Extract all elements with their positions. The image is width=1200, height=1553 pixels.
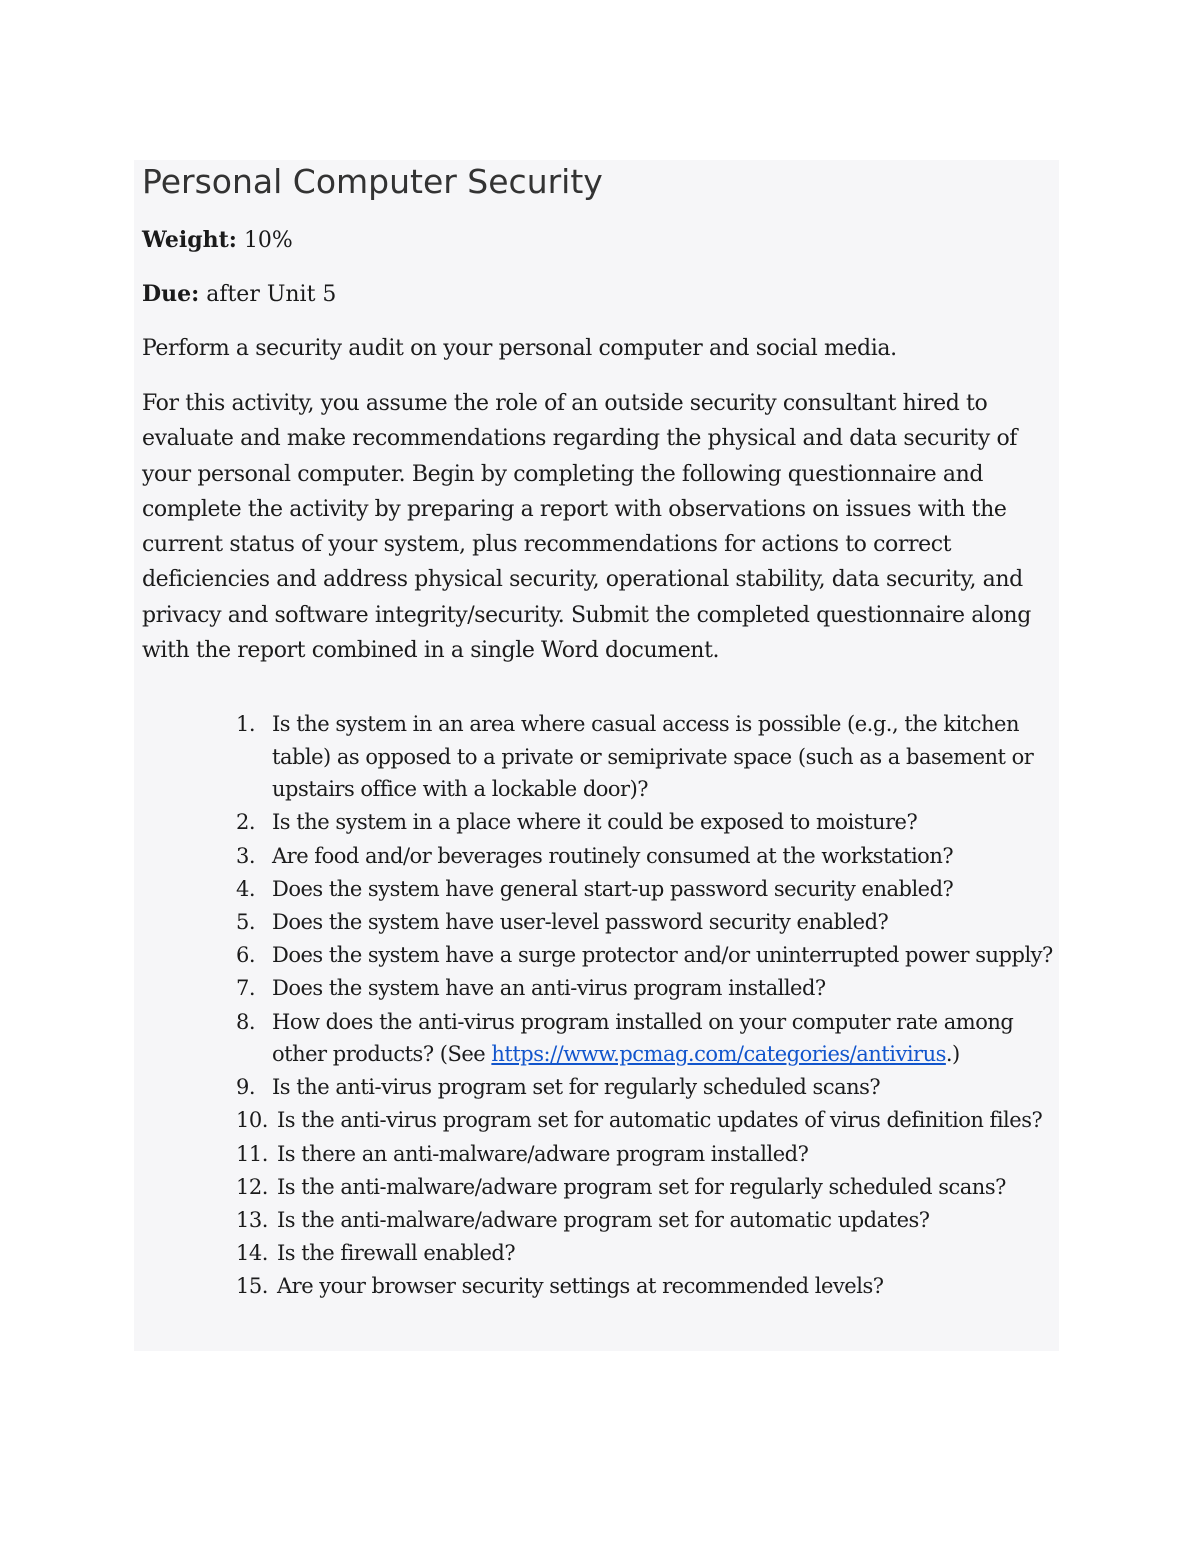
question-text-before: How does the anti-virus program installed on your computer rate among other products? (See <box>272 1009 1014 1067</box>
question-text: Is the system in a place where it could be exposed to moisture? <box>272 810 918 835</box>
description-paragraph: For this activity, you assume the role of an outside security consultant hired to evaluate and make recommendations regarding the physical and data security of your personal computer. Begin by completing the following questionnaire and complete the activity by preparing a report with observations on issues with the current status of your system, plus recommendations for actions to correct deficiencies and address physical security, operational stability, data security, and privacy and software integrity/security. Submit the completed questionnaire along with the report combined in a single Word document. <box>142 391 1031 664</box>
question-number: 3. <box>236 843 256 868</box>
question-text: Is the anti-virus program set for regularly scheduled scans? <box>272 1075 881 1100</box>
question-item <box>236 840 1066 873</box>
question-item <box>236 806 1066 839</box>
question-text: Does the system have an anti-virus program installed? <box>272 976 826 1001</box>
question-text: Is the firewall enabled? <box>277 1241 516 1266</box>
question-number: 9. <box>236 1075 256 1100</box>
question-number: 1. <box>236 712 256 736</box>
question-number: 2. <box>236 810 256 835</box>
question-text: Is the anti-malware/adware program set for automatic updates? <box>277 1208 930 1233</box>
question-number: 8. <box>236 1009 256 1034</box>
question-item <box>236 1204 1066 1237</box>
question-text: Does the system have a surge protector and/or uninterrupted power supply? <box>272 943 1053 968</box>
questionnaire-list <box>236 708 1066 1304</box>
question-text: Is the system in an area where casual access is possible (e.g., the kitchen table) as opposed to a private or semiprivate space (such as a basement or upstairs office with a lockable door)? <box>272 712 1034 802</box>
question-text-after: .) <box>945 1042 960 1067</box>
question-item <box>236 1006 1066 1071</box>
page-title: Personal Computer Security <box>142 162 603 201</box>
question-text: Does the system have general start-up password security enabled? <box>272 876 954 901</box>
question-number: 14. <box>236 1241 268 1266</box>
question-item <box>236 906 1066 939</box>
question-text: Are food and/or beverages routinely consumed at the workstation? <box>272 843 954 868</box>
due-label: Due: <box>142 281 200 307</box>
question-item <box>236 873 1066 906</box>
question-number: 6. <box>236 943 256 968</box>
question-number: 13. <box>236 1208 268 1233</box>
question-text: Is the anti-virus program set for automatic updates of virus definition files? <box>277 1108 1043 1133</box>
question-number: 4. <box>236 876 256 901</box>
question-text: Is there an anti-malware/adware program installed? <box>277 1141 809 1166</box>
due-line <box>142 278 336 311</box>
question-item <box>236 1270 1066 1303</box>
question-text: Is the anti-malware/adware program set for regularly scheduled scans? <box>277 1174 1006 1199</box>
due-value: after Unit 5 <box>206 282 337 307</box>
pcmag-antivirus-link[interactable]: https://www.pcmag.com/categories/antivirus <box>491 1042 946 1067</box>
question-number: 10. <box>236 1108 268 1133</box>
question-number: 5. <box>236 909 256 934</box>
question-item <box>236 1237 1066 1270</box>
question-item <box>236 1071 1066 1104</box>
question-item <box>236 708 1066 806</box>
question-item <box>236 1138 1066 1171</box>
question-text: Does the system have user-level password security enabled? <box>272 909 889 934</box>
question-text <box>272 1010 1013 1067</box>
question-item <box>236 972 1066 1005</box>
question-item <box>236 1171 1066 1204</box>
question-number: 12. <box>236 1174 268 1199</box>
question-item <box>236 1104 1066 1137</box>
question-item <box>236 939 1066 972</box>
weight-label: Weight: <box>142 227 237 253</box>
weight-value: 10% <box>243 228 293 253</box>
intro-paragraph: Perform a security audit on your personal computer and social media. <box>142 336 897 361</box>
question-text: Are your browser security settings at recommended levels? <box>277 1274 884 1299</box>
document-body <box>134 160 1059 1351</box>
question-number: 7. <box>236 976 256 1001</box>
question-number: 15. <box>236 1274 268 1299</box>
weight-line <box>142 224 293 257</box>
question-number: 11. <box>236 1141 268 1166</box>
